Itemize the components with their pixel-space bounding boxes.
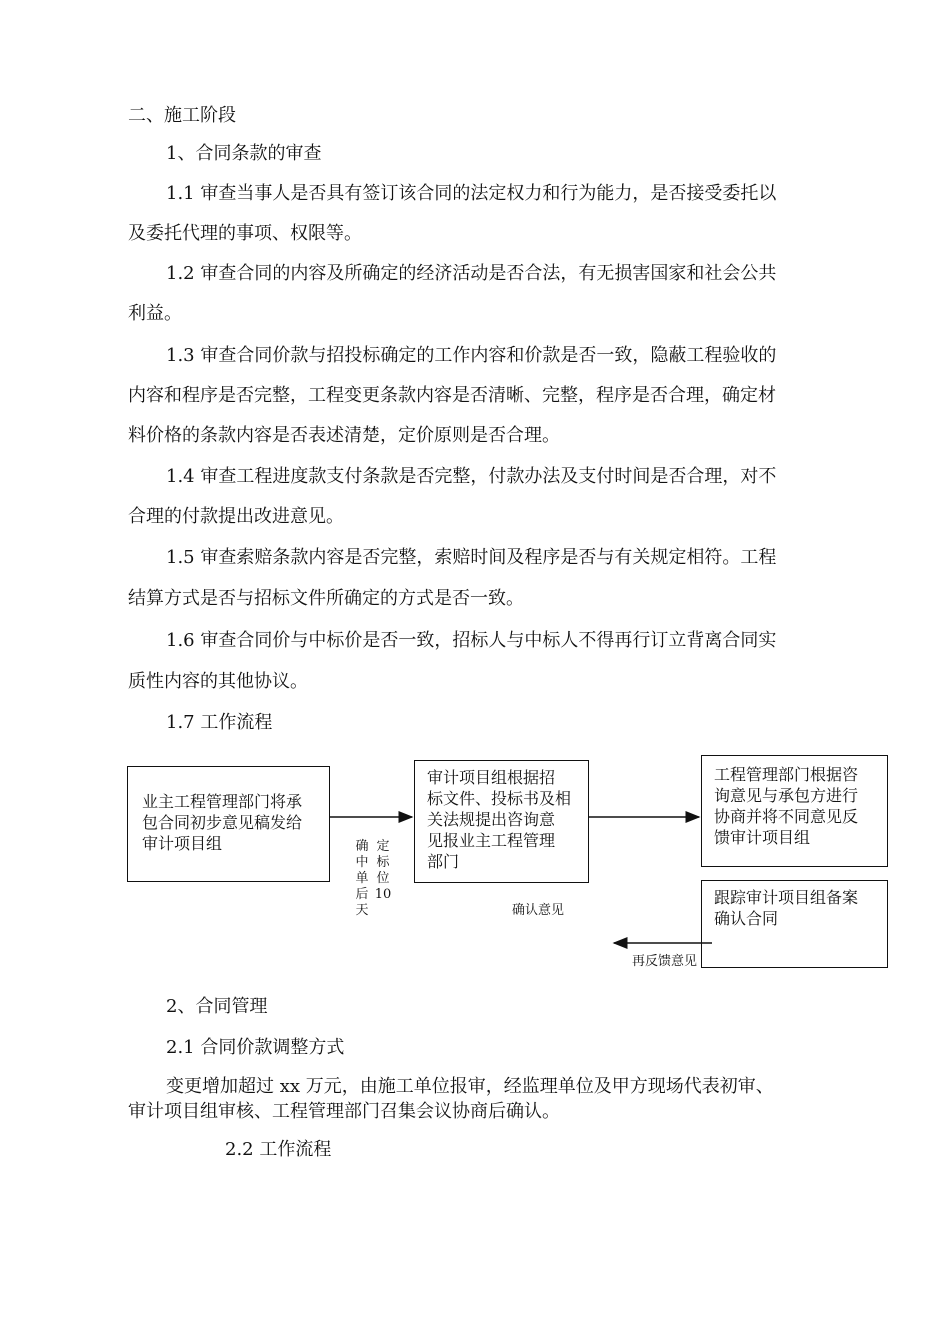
box1-line: 业主工程管理部门将承	[142, 792, 303, 811]
box3-line: 询意见与承包方进行	[714, 786, 859, 805]
label-char: 位	[376, 871, 390, 886]
label-char: 确	[355, 839, 369, 854]
subsection-heading: 1、合同条款的审查	[166, 143, 322, 164]
item-1-2-line2: 利益。	[128, 303, 182, 324]
label-char: 单	[355, 871, 369, 886]
box2-line: 部门	[427, 852, 460, 871]
item-1-5-line1: 1.5 审查索赔条款内容是否完整，索赔时间及程序是否与有关规定相符。工程	[166, 547, 777, 568]
item-1-3-line3: 料价格的条款内容是否表述清楚，定价原则是否合理。	[128, 425, 560, 446]
box2-line: 标文件、投标书及相	[427, 789, 572, 808]
item-1-1-line1: 1.1 审查当事人是否具有签订该合同的法定权力和行为能力，是否接受委托以	[166, 183, 777, 204]
item-1-4-line2: 合理的付款提出改进意见。	[128, 506, 344, 527]
item-1-3-line2: 内容和程序是否完整，工程变更条款内容是否清晰、完整，程序是否合理，确定材	[128, 385, 776, 406]
item-1-5-line2: 结算方式是否与招标文件所确定的方式是否一致。	[128, 588, 524, 609]
label-char: 后	[355, 887, 369, 902]
flow-box-eng-dept	[701, 755, 888, 867]
item-1-1-line2: 及委托代理的事项、权限等。	[128, 223, 362, 244]
flow-box-owner-dept	[127, 766, 330, 882]
box2-line: 见报业主工程管理	[427, 831, 556, 850]
label-char: 标	[376, 855, 390, 870]
flow-box-archive	[701, 880, 888, 968]
box2-line: 审计项目组根据招	[427, 768, 556, 787]
contract-management-heading: 2、合同管理	[166, 996, 268, 1017]
feedback-opinion-label: 再反馈意见	[632, 954, 698, 969]
confirm-opinion-label: 确认意见	[512, 903, 565, 918]
box3-line: 馈审计项目组	[714, 828, 811, 847]
label-char: 中	[355, 855, 369, 870]
box3-line: 工程管理部门根据咨	[714, 765, 859, 784]
item-1-6-line2: 质性内容的其他协议。	[128, 671, 308, 692]
label-char: 10	[374, 887, 392, 902]
label-char: 定	[376, 839, 390, 854]
item-1-4-line1: 1.4 审查工程进度款支付条款是否完整，付款办法及支付时间是否合理，对不	[166, 466, 777, 487]
section-heading: 二、施工阶段	[128, 105, 236, 126]
box1-line: 审计项目组	[142, 834, 223, 853]
box4-line: 跟踪审计项目组备案	[714, 888, 859, 907]
arrow-label-col2	[374, 839, 392, 903]
workflow-1-7-title: 1.7 工作流程	[166, 712, 273, 733]
item-1-6-line1: 1.6 审查合同价与中标价是否一致，招标人与中标人不得再行订立背离合同实	[166, 630, 777, 651]
box2-line: 关法规提出咨询意	[427, 810, 556, 829]
box4-line: 确认合同	[714, 909, 779, 928]
price-adjust-line1: 变更增加超过 xx 万元，由施工单位报审，经监理单位及甲方现场代表初审、	[166, 1076, 774, 1097]
item-1-3-line1: 1.3 审查合同价款与招投标确定的工作内容和价款是否一致，隐蔽工程验收的	[166, 345, 777, 366]
label-char: 天	[355, 903, 369, 918]
workflow-2-2-title: 2.2 工作流程	[225, 1139, 332, 1160]
box1-line: 包合同初步意见稿发给	[142, 813, 303, 832]
box3-line: 协商并将不同意见反	[714, 807, 859, 826]
arrow-label-col1	[353, 839, 371, 919]
price-adjust-line2: 审计项目组审核、工程管理部门召集会议协商后确认。	[128, 1101, 560, 1122]
price-adjust-heading: 2.1 合同价款调整方式	[166, 1037, 345, 1058]
flow-box-audit-team	[414, 760, 589, 883]
item-1-2-line1: 1.2 审查合同的内容及所确定的经济活动是否合法，有无损害国家和社会公共	[166, 263, 777, 284]
